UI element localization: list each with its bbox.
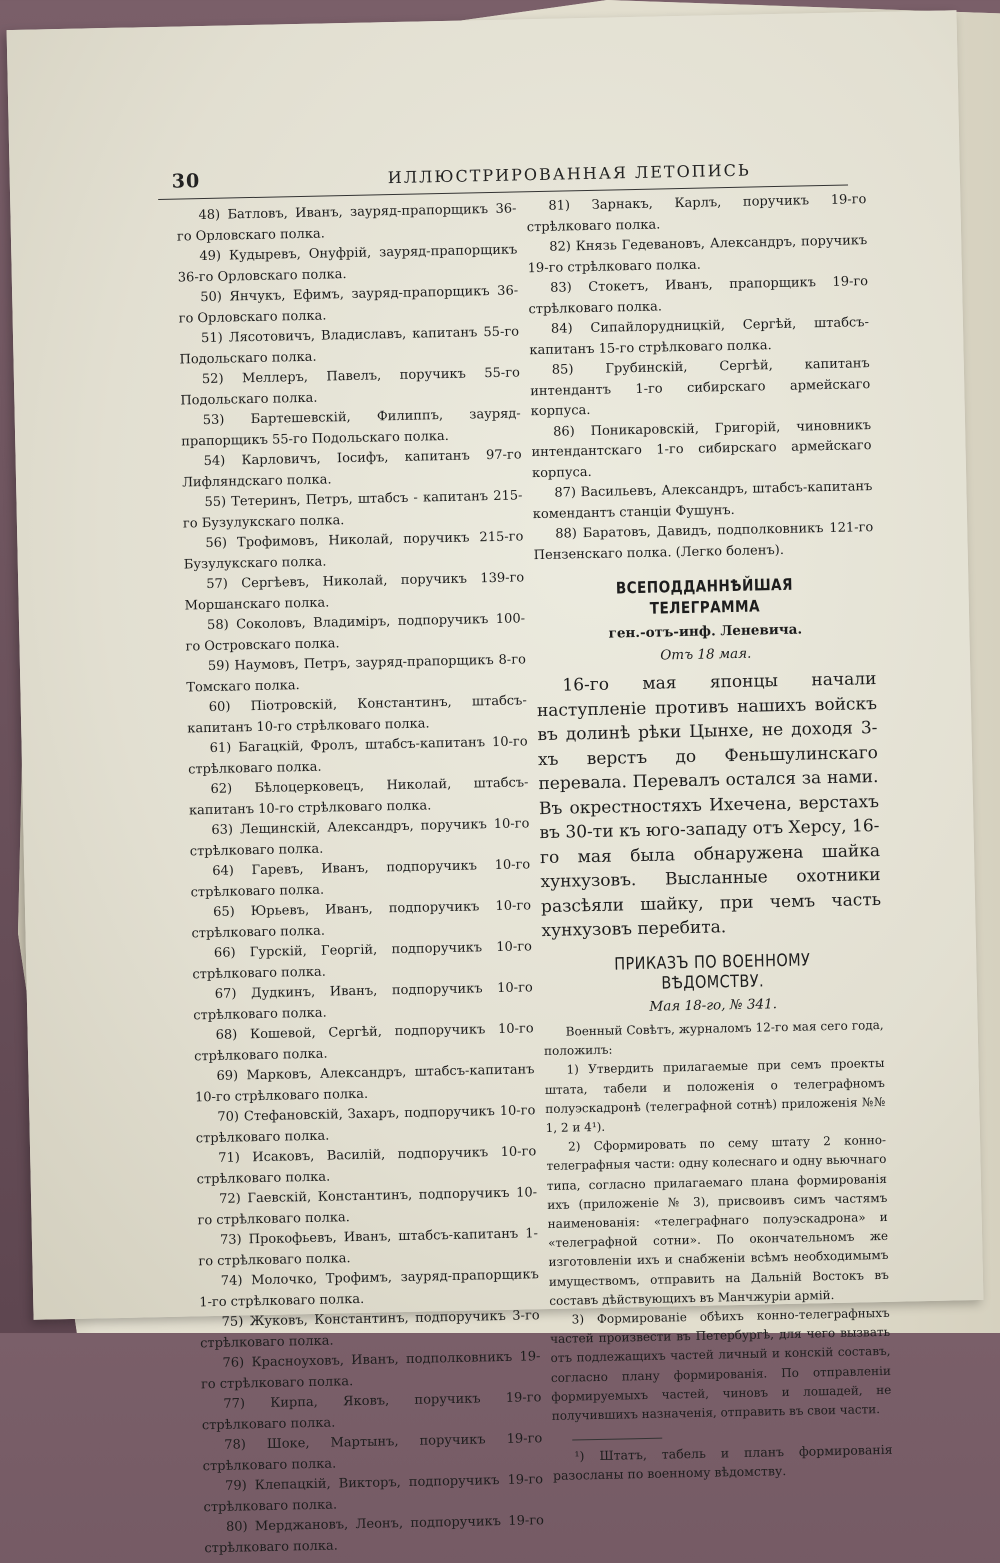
list-item: 63) Лещинскій, Александръ, поручикъ 10-го стрѣлковаго полка.	[189, 816, 530, 859]
page-number: 30	[171, 170, 201, 193]
list-item: 78) Шоке, Мартынъ, поручикъ 19-го стрѣлковаго полка.	[202, 1431, 543, 1474]
order-paragraph: 2) Сформировать по сему штату 2 конно-телеграфныя части: одну колеснаго и одну вьючнаго типа, согласно прилагаемаго плана формированія ихъ (приложеніе № 3), присвоивъ симъ частямъ наименованія: «телеграфнаго полуэскадрона» и «телеграфной сотни». По окончательномъ же изготовленіи ихъ и снабженіи всѣмъ необходимымъ имуществомъ, отправить на Дальній Востокъ въ составъ дѣйствующихъ въ Манчжуріи армій.	[546, 1133, 889, 1308]
list-item: 80) Мерджановъ, Леонъ, подпоручикъ 19-го стрѣлковаго полка.	[204, 1513, 545, 1556]
list-item: 87) Васильевъ, Александръ, штабсъ-капитанъ комендантъ станціи Фушунъ.	[532, 479, 873, 522]
list-item: 82) Князь Гедевановъ, Александръ, поручикъ 19-го стрѣлковаго полка.	[527, 233, 868, 276]
list-item: 55) Тетеринъ, Петръ, штабсъ - капитанъ 215-го Бузулукскаго полка.	[182, 488, 523, 532]
list-item: 65) Юрьевъ, Иванъ, подпоручикъ 10-го стрѣлковаго полка.	[191, 898, 532, 941]
order-date: Мая 18-го, № 341.	[649, 995, 778, 1015]
list-item: 61) Багацкій, Фролъ, штабсъ-капитанъ 10-го стрѣлковаго полка.	[187, 734, 528, 777]
list-item: 56) Трофимовъ, Николай, поручикъ 215-го Бузулукскаго полка.	[183, 529, 524, 572]
list-item: 85) Грубинскій, Сергѣй, капитанъ интендантъ 1-го сибирскаго армейскаго корпуса.	[530, 356, 871, 420]
list-item: 83) Стокетъ, Иванъ, прапорщикъ 19-го стрѣлковаго полка.	[528, 274, 869, 317]
publication-title: ИЛЛЮСТРИРОВАННАЯ ЛЕТОПИСЬ	[387, 160, 751, 188]
order-paragraph: Военный Совѣтъ, журналомъ 12-го мая сего года, положилъ:	[543, 1017, 884, 1059]
list-item: 79) Клепацкій, Викторъ, подпоручикъ 19-го стрѣлковаго полка.	[203, 1472, 544, 1515]
list-item: 58) Соколовъ, Владиміръ, подпоручикъ 100-го Островскаго полка.	[185, 611, 526, 654]
list-item: 67) Дудкинъ, Иванъ, подпоручикъ 10-го стрѣлковаго полка.	[193, 980, 533, 1023]
telegram-heading: ВСЕПОДДАННѢЙШАЯ ТЕЛЕГРАММА	[615, 574, 794, 618]
list-item: 75) Жуковъ, Константинъ, подпоручикъ 3-го стрѣлковаго полка.	[199, 1308, 540, 1351]
list-item: 69) Марковъ, Александръ, штабсъ-капитанъ 10-го стрѣлковаго полка.	[194, 1062, 535, 1105]
telegram-date: Отъ 18 мая.	[660, 645, 752, 664]
footnote: ¹) Штатъ, табель и планъ формированія разосланы по военному вѣдомству.	[552, 1442, 893, 1484]
list-item: 76) Красноуховъ, Иванъ, подполковникъ 19-го стрѣлковаго полка.	[200, 1349, 541, 1392]
list-item: 59) Наумовъ, Петръ, зауряд-прапорщикъ 8-го Томскаго полка.	[186, 652, 527, 695]
list-item: 50) Янчукъ, Ефимъ, зауряд-прапорщикъ 36-го Орловскаго полка.	[178, 283, 519, 327]
list-item: 49) Кудыревъ, Онуфрій, зауряд-прапорщикъ 36-го Орловскаго полка.	[177, 242, 518, 286]
list-item: 77) Кирпа, Яковъ, поручикъ 19-го стрѣлковаго полка.	[201, 1390, 542, 1433]
list-item: 64) Гаревъ, Иванъ, подпоручикъ 10-го стрѣлковаго полка.	[190, 857, 531, 900]
telegram-text: 16-го мая японцы начали наступленіе противъ нашихъ войскъ въ долинѣ рѣки Цынхе, не доходя 3-хъ верстъ до Феньшулинскаго перевала. Перевалъ остался за нами. Въ окрестностяхъ Ихечена, верстахъ въ 30-ти къ юго-западу отъ Херсу, 16-го мая была обнаружена шайка хунхузовъ. Высланные охотники разсѣяли шайку, при чемъ часть хунхузовъ перебита.	[536, 669, 882, 942]
newspaper-page	[7, 10, 984, 1556]
list-item: 88) Баратовъ, Давидъ, подполковникъ 121-го Пензенскаго полка. (Легко боленъ).	[533, 520, 874, 563]
list-item: 68) Кошевой, Сергѣй, подпоручикъ 10-го стрѣлковаго полка.	[193, 1021, 534, 1064]
list-item: 86) Поникаровскій, Григорій, чиновникъ интендантскаго 1-го сибирскаго армейскаго корпуса.	[531, 417, 872, 481]
telegram-author: ген.-отъ-инф. Леневича.	[608, 621, 803, 642]
list-item: 74) Молочко, Трофимъ, зауряд-прапорщикъ 1-го стрѣлковаго полка.	[199, 1267, 539, 1310]
order-paragraph: 1) Утвердить прилагаемые при семъ проекты штата, табели и положенія о телеграфномъ полуэскадронѣ (телеграфной сотнѣ) приложенія №№ 1, 2 и 4¹).	[544, 1056, 886, 1136]
list-item: 48) Батловъ, Иванъ, зауряд-прапорщикъ 36-го Орловскаго полка.	[176, 201, 517, 245]
right-column	[526, 190, 893, 1485]
list-item: 84) Сипайлорудницкій, Сергѣй, штабсъ-капитанъ 15-го стрѣлковаго полка.	[529, 315, 870, 358]
list-item: 51) Лясотовичъ, Владиславъ, капитанъ 55-го Подольскаго полка.	[179, 324, 520, 368]
list-item: 66) Гурскій, Георгій, подпоручикъ 10-го стрѣлковаго полка.	[192, 939, 533, 982]
footnote-rule	[572, 1438, 662, 1441]
list-item: 62) Бѣлоцерковецъ, Николай, штабсъ-капитанъ 10-го стрѣлковаго полка.	[188, 775, 529, 818]
order-heading: ПРИКАЗЪ ПО ВОЕННОМУ ВѢДОМСТВУ.	[614, 949, 811, 994]
list-item: 53) Бартешевскій, Филиппъ, зауряд-прапорщикъ 55-го Подольскаго полка.	[181, 406, 521, 450]
list-item: 71) Исаковъ, Василій, подпоручикъ 10-го стрѣлковаго полка.	[196, 1144, 537, 1187]
list-item: 54) Карловичъ, Іосифъ, капитанъ 97-го Лифляндскаго полка.	[181, 447, 522, 491]
list-item: 81) Зарнакъ, Карлъ, поручикъ 19-го стрѣлковаго полка.	[526, 192, 867, 235]
list-item: 52) Меллеръ, Павелъ, поручикъ 55-го Подольскаго полка.	[180, 365, 521, 409]
left-column	[176, 199, 544, 1559]
list-item: 73) Прокофьевъ, Иванъ, штабсъ-капитанъ 1-го стрѣлковаго полка.	[198, 1226, 539, 1269]
list-item: 72) Гаевскій, Константинъ, подпоручикъ 10-го стрѣлковаго полка.	[197, 1185, 538, 1228]
list-item: 70) Стефановскій, Захаръ, подпоручикъ 10-го стрѣлковаго полка.	[195, 1103, 536, 1146]
order-paragraph: 3) Формированіе обѣихъ конно-телеграфныхъ частей произвести въ Петербургѣ, для чего вызвать отъ подлежащихъ частей личный и конскій составъ, согласно плану формированія. По отправленіи формируемыхъ частей, чиновъ и лошадей, не получившихъ назначенія, отправить въ свои части.	[549, 1305, 892, 1424]
list-item: 57) Сергѣевъ, Николай, поручикъ 139-го Моршанскаго полка.	[184, 570, 525, 613]
list-item: 60) Піотровскій, Константинъ, штабсъ-капитанъ 10-го стрѣлковаго полка.	[187, 693, 527, 736]
